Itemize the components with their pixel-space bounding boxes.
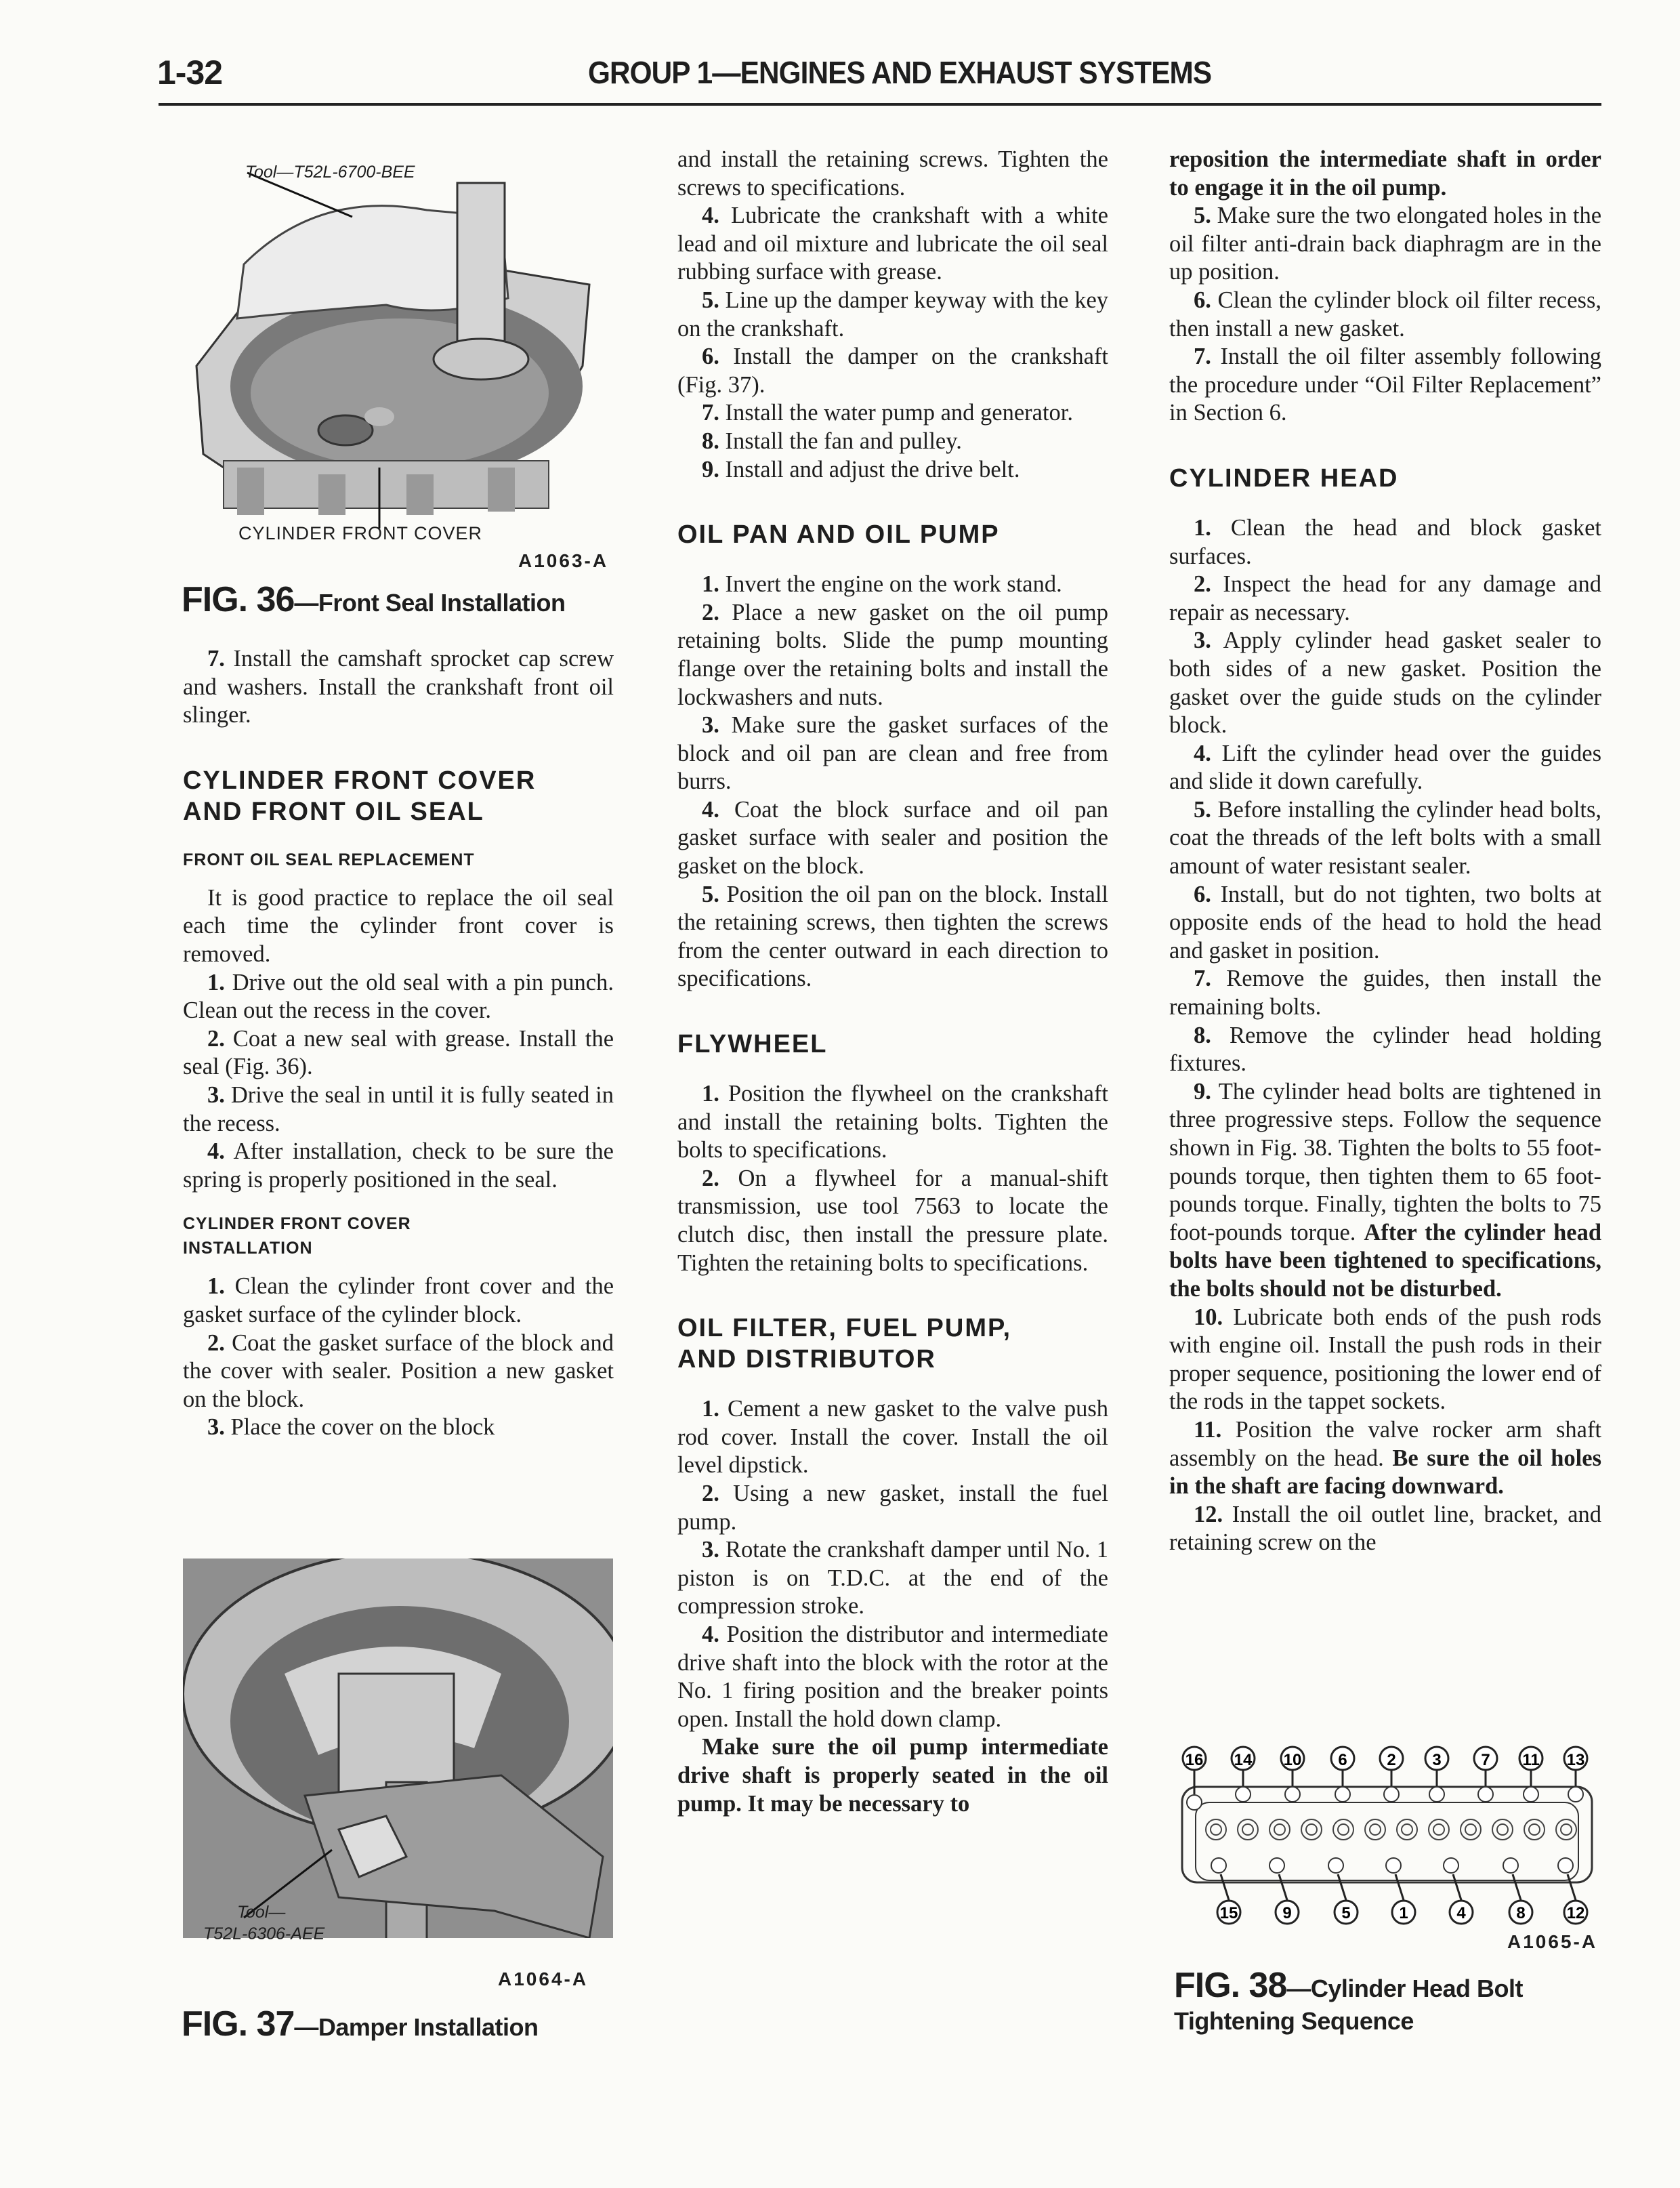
step-number: 7. xyxy=(1194,344,1211,370)
fig37-caption-number: FIG. 37 xyxy=(182,2004,295,2044)
header-rule xyxy=(159,103,1601,106)
valve-seat-inner xyxy=(1497,1824,1508,1835)
paragraph-text: Lubricate the crankshaft with a white lead and oil mixture and lubricate the oil seal rubbing surface with grease. xyxy=(677,203,1108,285)
heading-line: CYLINDER FRONT COVER xyxy=(183,766,537,795)
fig36-caption-number: FIG. 36 xyxy=(182,580,295,619)
paragraph-text: Inspect the head for any damage and repair as necessary. xyxy=(1169,571,1602,625)
bolt-hole xyxy=(1503,1858,1518,1873)
bold-note: Be sure the oil holes in the shaft are facing downward. xyxy=(1169,1445,1601,1500)
bolt-number: 8 xyxy=(1516,1904,1526,1922)
step-number: 7. xyxy=(1194,966,1211,992)
bolt-hole xyxy=(1568,1787,1583,1802)
paragraph-text: Position the valve rocker arm shaft assembly on the head. xyxy=(1169,1416,1602,1471)
paragraph-text: Invert the engine on the work stand. xyxy=(725,571,1062,598)
step-number: 12. xyxy=(1194,1501,1223,1527)
paragraph xyxy=(677,146,1108,202)
bolt-hole xyxy=(1211,1858,1226,1873)
bolt-hole xyxy=(1328,1858,1343,1873)
paragraph-text: Clean the cylinder block oil filter recess, then install a new gasket. xyxy=(1169,287,1601,342)
fig37-caption xyxy=(182,2004,538,2044)
section-heading xyxy=(1169,463,1601,494)
valve-seat-inner xyxy=(1242,1824,1253,1835)
step-number: 4. xyxy=(207,1138,225,1165)
fig38-code: A1065-A xyxy=(1507,1931,1598,1952)
bolt-number: 16 xyxy=(1185,1751,1204,1769)
step-number: 5. xyxy=(1194,796,1211,823)
valve-seat xyxy=(1556,1819,1576,1840)
bolt-number: 9 xyxy=(1282,1904,1292,1922)
paragraph-text: Before installing the cylinder head bolts, coat the threads of the left bolts with a small amount of water resistant sealer. xyxy=(1169,796,1602,880)
step-paragraph xyxy=(677,1621,1108,1733)
valve-seat xyxy=(1206,1819,1226,1840)
step-number: 1. xyxy=(702,1081,719,1107)
step-number: 11. xyxy=(1194,1416,1222,1443)
step-number: 9. xyxy=(702,456,719,482)
paragraph-text: Coat the gasket surface of the block and the cover with sealer. Position a new gasket on the block. xyxy=(183,1329,614,1412)
bolt-number: 4 xyxy=(1456,1904,1466,1922)
bolt-number: 7 xyxy=(1481,1751,1490,1769)
fig36-caption-text: —Front Seal Installation xyxy=(294,589,566,617)
paragraph xyxy=(1169,146,1601,202)
paragraph xyxy=(677,1733,1108,1818)
valve-seat-inner xyxy=(1338,1824,1349,1835)
bolt-hole xyxy=(1285,1787,1300,1802)
fig36-code: A1063-A xyxy=(518,550,609,571)
valve-seat xyxy=(1269,1819,1290,1840)
paragraph-text: Lift the cylinder head over the guides and slide it down carefully. xyxy=(1169,740,1601,795)
bolt-hole xyxy=(1478,1787,1493,1802)
bolt-number: 2 xyxy=(1387,1751,1396,1769)
paragraph-text: Lubricate both ends of the push rods with engine oil. Install the push rods in their proper sequence, positioning the lower end of the rods in the tappet sockets. xyxy=(1169,1304,1601,1415)
step-paragraph xyxy=(183,1273,614,1329)
bolt-hole xyxy=(1524,1787,1538,1802)
heading-line: OIL FILTER, FUEL PUMP, xyxy=(677,1314,1012,1343)
valve-seat xyxy=(1301,1819,1322,1840)
step-paragraph xyxy=(183,1413,614,1442)
bolt-number: 13 xyxy=(1566,1751,1585,1769)
left-column-text xyxy=(183,645,614,1442)
fig37-caption-text: —Damper Installation xyxy=(294,2013,539,2041)
step-paragraph xyxy=(1169,627,1601,739)
heading-line: AND FRONT OIL SEAL xyxy=(183,797,484,826)
step-paragraph xyxy=(1169,1416,1601,1501)
paragraph-text: and install the retaining screws. Tighten the screws to specifications. xyxy=(677,146,1108,201)
step-paragraph xyxy=(183,969,614,1025)
valve-seat-inner xyxy=(1211,1824,1221,1835)
bolt-hole xyxy=(1386,1858,1401,1873)
page-header-title: GROUP 1—ENGINES AND EXHAUST SYSTEMS xyxy=(588,55,1212,90)
fig37-tool-label-line2: T52L-6306-AEE xyxy=(203,1924,325,1943)
bolt-number: 11 xyxy=(1522,1751,1540,1769)
bolt-hole xyxy=(1335,1787,1350,1802)
step-number: 1. xyxy=(702,571,719,598)
fig38-caption-text: —Cylinder Head Bolt xyxy=(1286,1975,1523,2002)
step-number: 6. xyxy=(1194,881,1211,907)
step-number: 6. xyxy=(1194,287,1211,313)
valve-seat xyxy=(1461,1819,1481,1840)
paragraph-text: Position the distributor and intermediate drive shaft into the block with the rotor at the No. 1 firing position and the breaker points open. Install the hold down clamp. xyxy=(677,1621,1108,1732)
paragraph-text: Install, but do not tighten, two bolts at opposite ends of the head to hold the head and gasket in position. xyxy=(1169,881,1602,964)
valve-seat-inner xyxy=(1370,1824,1381,1835)
bold-note: After the cylinder head bolts have been tightened to specifications, the bolts should not be disturbed. xyxy=(1169,1219,1602,1302)
heading-line: CYLINDER HEAD xyxy=(1169,463,1399,493)
bolt-hole xyxy=(1269,1858,1284,1873)
step-paragraph xyxy=(677,287,1108,343)
bolt-arrow xyxy=(1395,1874,1404,1900)
step-paragraph xyxy=(183,1138,614,1194)
valve-seat xyxy=(1397,1819,1417,1840)
paragraph-text: Clean the cylinder front cover and the gasket surface of the cylinder block. xyxy=(183,1273,614,1327)
subsection-heading xyxy=(183,1212,614,1260)
step-paragraph xyxy=(1169,287,1601,343)
fig36-photo xyxy=(183,163,616,529)
step-paragraph xyxy=(677,711,1108,796)
bolt-hole xyxy=(1236,1787,1251,1802)
paragraph-text: Make sure the gasket surfaces of the block and oil pan are clean and free from burrs. xyxy=(677,712,1109,795)
bolt-number: 12 xyxy=(1566,1904,1585,1922)
step-paragraph xyxy=(1169,740,1601,796)
paragraph-text: Using a new gasket, install the fuel pump. xyxy=(677,1480,1109,1535)
step-paragraph xyxy=(677,1395,1108,1480)
valve-seat-inner xyxy=(1402,1824,1412,1835)
bolt-arrow xyxy=(1338,1874,1346,1900)
step-paragraph xyxy=(183,1025,614,1081)
fig37-code: A1064-A xyxy=(498,1968,589,1989)
fig36-part-label: CYLINDER FRONT COVER xyxy=(238,523,483,543)
step-paragraph xyxy=(677,796,1108,881)
subsection-heading xyxy=(183,848,614,872)
valve-seat xyxy=(1365,1819,1385,1840)
step-paragraph xyxy=(1169,1078,1601,1304)
step-number: 8. xyxy=(702,428,719,454)
paragraph-text: Coat a new seal with grease. Install the seal (Fig. 36). xyxy=(183,1025,614,1080)
heading-line: OIL PAN AND OIL PUMP xyxy=(677,520,1000,550)
step-paragraph xyxy=(677,571,1108,599)
bolt-hole xyxy=(1429,1787,1444,1802)
bolt-number: 3 xyxy=(1432,1751,1442,1769)
section-heading xyxy=(677,1029,1108,1060)
step-paragraph xyxy=(1169,343,1601,428)
paragraph-text: Drive out the old seal with a pin punch. Clean out the recess in the cover. xyxy=(183,969,614,1024)
step-number: 5. xyxy=(1194,203,1211,229)
valve-seat-inner xyxy=(1433,1824,1444,1835)
bolt-number: 15 xyxy=(1219,1904,1238,1922)
bolt-number: 10 xyxy=(1283,1751,1302,1769)
bolt-hole xyxy=(1444,1858,1458,1873)
step-paragraph xyxy=(1169,881,1601,966)
step-paragraph xyxy=(677,1080,1108,1165)
step-number: 5. xyxy=(702,287,719,313)
valve-seat xyxy=(1524,1819,1545,1840)
bolt-hole xyxy=(1558,1858,1573,1873)
section-heading xyxy=(677,1313,1108,1375)
heading-line: INSTALLATION xyxy=(183,1239,313,1258)
bolt-number: 6 xyxy=(1338,1751,1347,1769)
step-paragraph xyxy=(1169,571,1601,627)
step-number: 4. xyxy=(702,203,719,229)
valve-seat-inner xyxy=(1529,1824,1540,1835)
paragraph-text: Install the damper on the crankshaft (Fig. 37). xyxy=(677,344,1108,398)
bolt-hole xyxy=(1384,1787,1399,1802)
step-number: 7. xyxy=(207,646,225,672)
step-paragraph xyxy=(1169,965,1601,1021)
step-number: 7. xyxy=(702,400,719,426)
paragraph-text: Remove the cylinder head holding fixtures. xyxy=(1169,1022,1602,1077)
step-number: 6. xyxy=(702,344,719,370)
step-paragraph xyxy=(183,1329,614,1414)
paragraph-text: Line up the damper keyway with the key on the crankshaft. xyxy=(677,287,1109,342)
bolt-hole xyxy=(1187,1795,1202,1810)
step-paragraph xyxy=(677,456,1108,484)
step-number: 8. xyxy=(1194,1022,1211,1048)
step-number: 4. xyxy=(702,1621,719,1647)
bolt-number: 1 xyxy=(1399,1904,1408,1922)
step-number: 2. xyxy=(702,1480,719,1506)
fig36-caption xyxy=(182,579,565,620)
step-paragraph xyxy=(677,202,1108,287)
step-number: 2. xyxy=(702,599,719,625)
step-paragraph xyxy=(183,1081,614,1138)
valve-seat xyxy=(1238,1819,1258,1840)
bold-note: Make sure the oil pump intermediate drive shaft is properly seated in the oil pump. It may be necessary to xyxy=(677,1734,1108,1817)
paragraph-text: On a flywheel for a manual-shift transmission, use tool 7563 to locate the clutch disc, then install the pressure plate. Tighten the retaining bolts to specifications. xyxy=(677,1165,1108,1276)
heading-line: CYLINDER FRONT COVER xyxy=(183,1214,411,1234)
step-number: 3. xyxy=(702,712,719,739)
step-paragraph xyxy=(677,881,1108,993)
bolt-arrow xyxy=(1279,1874,1287,1900)
step-paragraph xyxy=(1169,202,1601,287)
valve-seat-inner xyxy=(1465,1824,1476,1835)
step-paragraph xyxy=(677,343,1108,399)
paragraph-text: Clean the head and block gasket surfaces. xyxy=(1169,514,1602,569)
step-number: 2. xyxy=(207,1329,225,1356)
paragraph-text: Remove the guides, then install the remaining bolts. xyxy=(1169,966,1601,1020)
step-paragraph xyxy=(183,645,614,730)
paragraph xyxy=(183,884,614,969)
step-number: 10. xyxy=(1194,1304,1223,1330)
paragraph-text: Place a new gasket on the oil pump retaining bolts. Slide the pump mounting flange over the retaining bolts and install the lockwashers and nuts. xyxy=(677,599,1109,710)
bolt-arrow xyxy=(1453,1874,1461,1900)
fig36-tool-label: Tool—T52L-6700-BEE xyxy=(245,163,415,182)
fig38-caption xyxy=(1174,1965,1523,2006)
step-number: 1. xyxy=(702,1396,719,1422)
paragraph-text: Rotate the crankshaft damper until No. 1 piston is on T.D.C. at the end of the compression stroke. xyxy=(677,1537,1108,1619)
step-number: 3. xyxy=(207,1081,225,1108)
step-paragraph xyxy=(677,599,1108,711)
paragraph-text: Install the oil outlet line, bracket, and retaining screw on the xyxy=(1169,1501,1602,1556)
step-paragraph xyxy=(677,1165,1108,1277)
paragraph-text: The cylinder head bolts are tightened in three progressive steps. Follow the sequence shown in Fig. 38. Tighten the bolts to 55 foot-pounds torque, then tighten them to 65 foot-pounds torque. Finally, tighten the bolts to 75 foot-pounds torque. xyxy=(1169,1078,1601,1245)
valve-seat xyxy=(1492,1819,1513,1840)
paragraph-text: Cement a new gasket to the valve push rod cover. Install the cover. Install the oil level dipstick. xyxy=(677,1396,1109,1479)
paragraph-text: Install the camshaft sprocket cap screw and washers. Install the crankshaft front oil slinger. xyxy=(183,646,614,728)
step-number: 3. xyxy=(702,1537,719,1563)
step-number: 1. xyxy=(207,1273,225,1300)
step-paragraph xyxy=(677,1536,1108,1621)
section-heading xyxy=(183,765,614,827)
heading-line: FLYWHEEL xyxy=(677,1030,828,1059)
paragraph-text: After installation, check to be sure the spring is properly positioned in the seal. xyxy=(183,1138,614,1193)
section-heading xyxy=(677,519,1108,550)
bolt-number: 5 xyxy=(1341,1904,1351,1922)
step-paragraph xyxy=(677,399,1108,428)
valve-seat xyxy=(1429,1819,1449,1840)
step-paragraph xyxy=(1169,1022,1601,1078)
step-paragraph xyxy=(677,428,1108,456)
fig38-cylinder-head-diagram xyxy=(1165,1735,1612,1938)
paragraph-text: Apply cylinder head gasket sealer to both sides of a new gasket. Position the gasket over the guide studs on the cylinder block. xyxy=(1169,627,1601,739)
step-number: 4. xyxy=(702,796,719,823)
fig37-tool-label-line1: Tool— xyxy=(237,1903,286,1922)
bold-note: reposition the intermediate shaft in order to engage it in the oil pump. xyxy=(1169,146,1601,201)
step-number: 2. xyxy=(702,1165,719,1191)
valve-seat-inner xyxy=(1274,1824,1285,1835)
step-number: 9. xyxy=(1194,1078,1211,1105)
step-paragraph xyxy=(1169,514,1601,571)
step-number: 3. xyxy=(1194,627,1211,654)
step-number: 2. xyxy=(1194,571,1211,598)
bolt-number: 14 xyxy=(1234,1751,1253,1769)
paragraph-text: Position the oil pan on the block. Install the retaining screws, then tighten the screws from the center outward in each direction to specifications. xyxy=(677,881,1109,992)
bolt-arrow xyxy=(1221,1874,1229,1900)
paragraph-text: Install the water pump and generator. xyxy=(725,400,1073,426)
paragraph-text: It is good practice to replace the oil seal each time the cylinder front cover is removed. xyxy=(183,884,614,967)
fig38-caption-number: FIG. 38 xyxy=(1174,1966,1287,2005)
step-paragraph xyxy=(1169,1501,1601,1557)
heading-line: AND DISTRIBUTOR xyxy=(677,1345,936,1374)
step-paragraph xyxy=(1169,1304,1601,1416)
paragraph-text: Install the fan and pulley. xyxy=(725,428,962,454)
paragraph-text: Drive the seal in until it is fully seated in the recess. xyxy=(183,1081,614,1136)
step-number: 4. xyxy=(1194,740,1211,766)
paragraph-text: Coat the block surface and oil pan gasket surface with sealer and position the gasket on the block. xyxy=(677,796,1109,880)
right-column-text xyxy=(1169,146,1601,1557)
step-number: 1. xyxy=(207,969,225,995)
paragraph-text: Place the cover on the block xyxy=(230,1414,495,1441)
paragraph-text: Install and adjust the drive belt. xyxy=(725,456,1020,482)
valve-seat-inner xyxy=(1561,1824,1572,1835)
valve-seat xyxy=(1333,1819,1353,1840)
step-number: 3. xyxy=(207,1414,225,1441)
step-paragraph xyxy=(677,1480,1108,1536)
step-number: 1. xyxy=(1194,514,1211,541)
bolt-arrow xyxy=(1513,1874,1521,1900)
fig38-caption-line2: Tightening Sequence xyxy=(1174,2007,1414,2035)
heading-line: FRONT OIL SEAL REPLACEMENT xyxy=(183,850,475,869)
step-number: 2. xyxy=(207,1025,225,1052)
step-paragraph xyxy=(1169,796,1601,881)
page-number: 1-32 xyxy=(157,54,223,91)
paragraph-text: Make sure the two elongated holes in the oil filter anti-drain back diaphragm are in the up position. xyxy=(1169,203,1602,285)
paragraph-text: Install the oil filter assembly following the procedure under “Oil Filter Replacement” in Section 6. xyxy=(1169,344,1602,426)
step-number: 5. xyxy=(702,881,719,907)
valve-seat-inner xyxy=(1306,1824,1317,1835)
paragraph-text: Position the flywheel on the crankshaft and install the retaining bolts. Tighten the bolts to specifications. xyxy=(677,1081,1109,1163)
middle-column-text xyxy=(677,146,1108,1818)
